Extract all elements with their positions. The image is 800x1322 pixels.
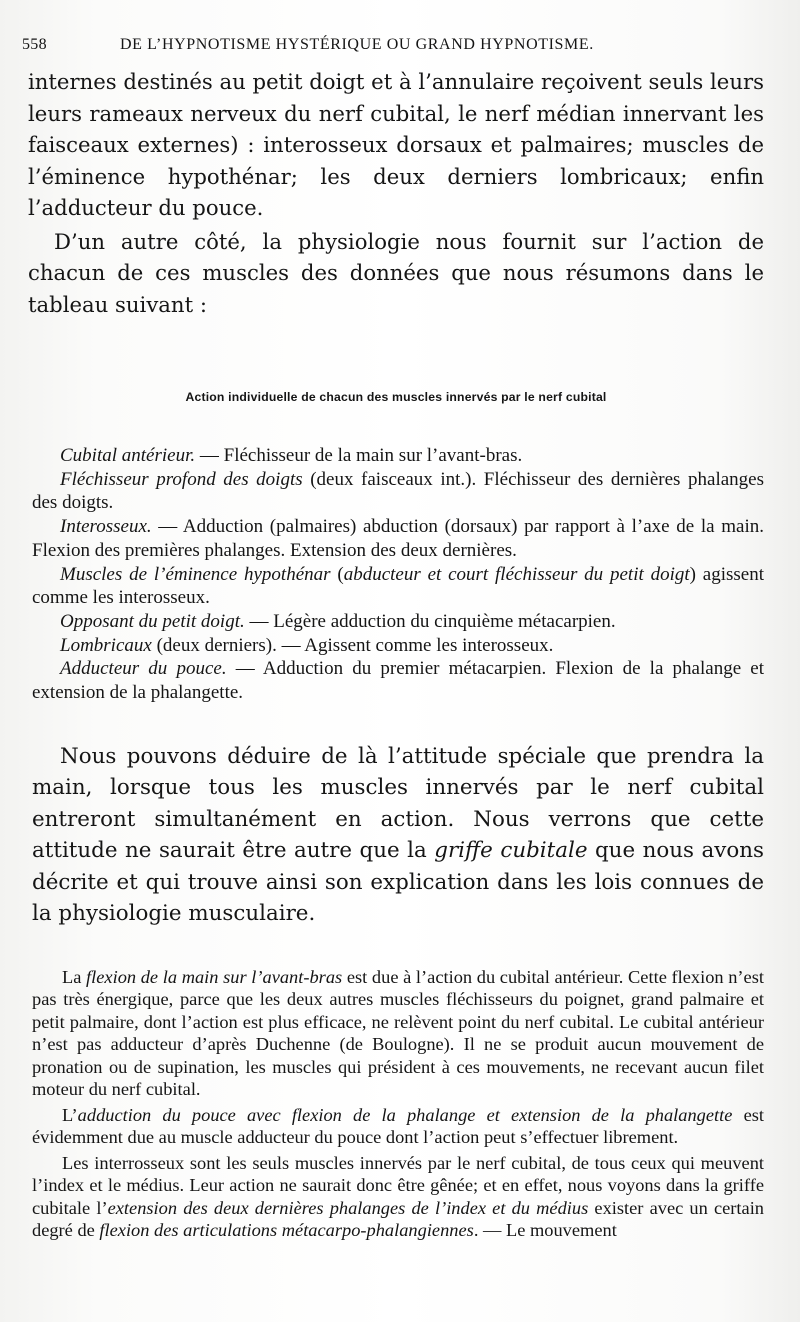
commentary-text: La: [62, 966, 87, 987]
commentary-text: . — Le mouvement: [473, 1220, 617, 1241]
muscle-name: Opposant du petit doigt.: [60, 610, 245, 632]
muscle-action: — Fléchisseur de la main sur l’avant-bras.: [195, 445, 523, 466]
muscle-entry: [32, 610, 764, 634]
page-header: [22, 36, 764, 64]
muscle-name: Interosseux.: [60, 516, 152, 538]
commentary-emphasis: adduction du pouce avec flexion de la phalange et extension de la phalangette: [77, 1104, 733, 1125]
muscle-name: Adducteur du pouce.: [60, 658, 227, 680]
intro-paragraph-2: D’un autre côté, la physiologie nous fournit sur l’action de chacun de ces muscles des données que nous résumons dans le tableau suivant :: [28, 228, 764, 317]
commentary-paragraph-3: [28, 1152, 764, 1242]
muscle-action: — Adduction du premier métacarpien. Flexion de la phalange et extension de la phalangette.: [32, 658, 764, 704]
muscle-action-open: (: [330, 563, 344, 585]
muscle-name: Lombricaux: [60, 634, 152, 656]
commentary-text: Les interrosseux sont les seuls muscles innervés par le nerf cubital, de tous ceux qui meuvent l’index et le médius. Leur action ne saurait donc être gênée; et en effet, nous voyons dans la griffe cubitale l’: [32, 1152, 764, 1218]
conclusion-paragraph: [28, 741, 764, 930]
muscle-name: Muscles de l’éminence hypothénar: [60, 563, 331, 585]
commentary-emphasis: extension des deux dernières phalanges de l’index et du médius: [107, 1197, 589, 1218]
muscle-entry: [32, 634, 764, 658]
muscle-name: Cubital antérieur.: [60, 445, 196, 466]
muscle-entry: [32, 657, 764, 704]
muscle-action: — Adduction (palmaires) abduction (dorsaux) par rapport à l’axe de la main. Flexion des premières phalanges. Extension des deux dernières.: [32, 516, 764, 561]
commentary-text: est évidemment due au muscle adducteur du pouce dont l’action peut s’effectuer librement.: [32, 1104, 765, 1148]
commentary-paragraph-2: [28, 1104, 764, 1149]
muscle-entry: [32, 563, 764, 610]
muscle-action: (deux derniers). — Agissent comme les interosseux.: [151, 634, 554, 656]
commentary-text: L’: [62, 1104, 78, 1125]
muscle-action-list: [28, 444, 764, 705]
commentary-paragraph-1: [28, 966, 764, 1101]
muscle-name: Fléchisseur profond des doigts: [60, 468, 303, 490]
muscle-entry: [32, 515, 764, 562]
intro-paragraph-1: internes destinés au petit doigt et à l’annulaire reçoivent seuls leurs leurs rameaux nerveux du nerf cubital, le nerf médian innervant les faisceaux externes) : interosseux dorsaux et palmaires; muscles de l’éminence hypothénar; les deux derniers lombricaux; enfin l’adducteur du pouce.: [28, 69, 764, 220]
muscle-action: ) agissent comme les interosseux.: [32, 563, 765, 609]
commentary-text: est due à l’action du cubital antérieur. Cette flexion n’est pas très énergique, parce que les deux autres muscles fléchisseurs du poignet, grand palmaire et petit palmaire, dont l’action est plus efficace, ne relèvent point du nerf cubital. Le cubital antérieur n’est pas adducteur d’après Duchenne (de Boulogne). Il ne se produit aucun mouvement de pronation ou de supination, les muscles qui président à ces mouvements, ne recevant aucun filet moteur du nerf cubital.: [32, 966, 764, 1100]
muscle-name-extra: abducteur et court fléchisseur du petit doigt: [343, 563, 690, 585]
commentary-emphasis: flexion de la main sur l’avant-bras: [86, 966, 343, 987]
running-title: DE L’HYPNOTISME HYSTÉRIQUE OU GRAND HYPNOTISME.: [120, 36, 594, 53]
muscle-entry: [32, 444, 764, 468]
conclusion-emphasis: griffe cubitale: [434, 838, 588, 864]
muscle-action: — Légère adduction du cinquième métacarpien.: [244, 610, 616, 632]
commentary-text: exister avec un certain degré de: [32, 1197, 764, 1241]
page-number: 558: [22, 36, 47, 53]
conclusion-text: que nous avons décrite et qui trouve ainsi son explication dans les lois connues de la physiologie musculaire.: [32, 838, 764, 927]
muscle-entry: [32, 468, 764, 515]
commentary-emphasis: flexion des articulations métacarpo-phalangiennes: [99, 1220, 474, 1241]
muscle-action: (deux faisceaux int.). Fléchisseur des dernières phalanges des doigts.: [32, 468, 764, 514]
table-title: Action individuelle de chacun des muscles innervés par le nerf cubital: [185, 390, 607, 404]
conclusion-text: Nous pouvons déduire de là l’attitude spéciale que prendra la main, lorsque tous les muscles innervés par le nerf cubital entreront simultanément en action. Nous verrons que cette attitude ne saurait être autre que la: [32, 743, 764, 864]
